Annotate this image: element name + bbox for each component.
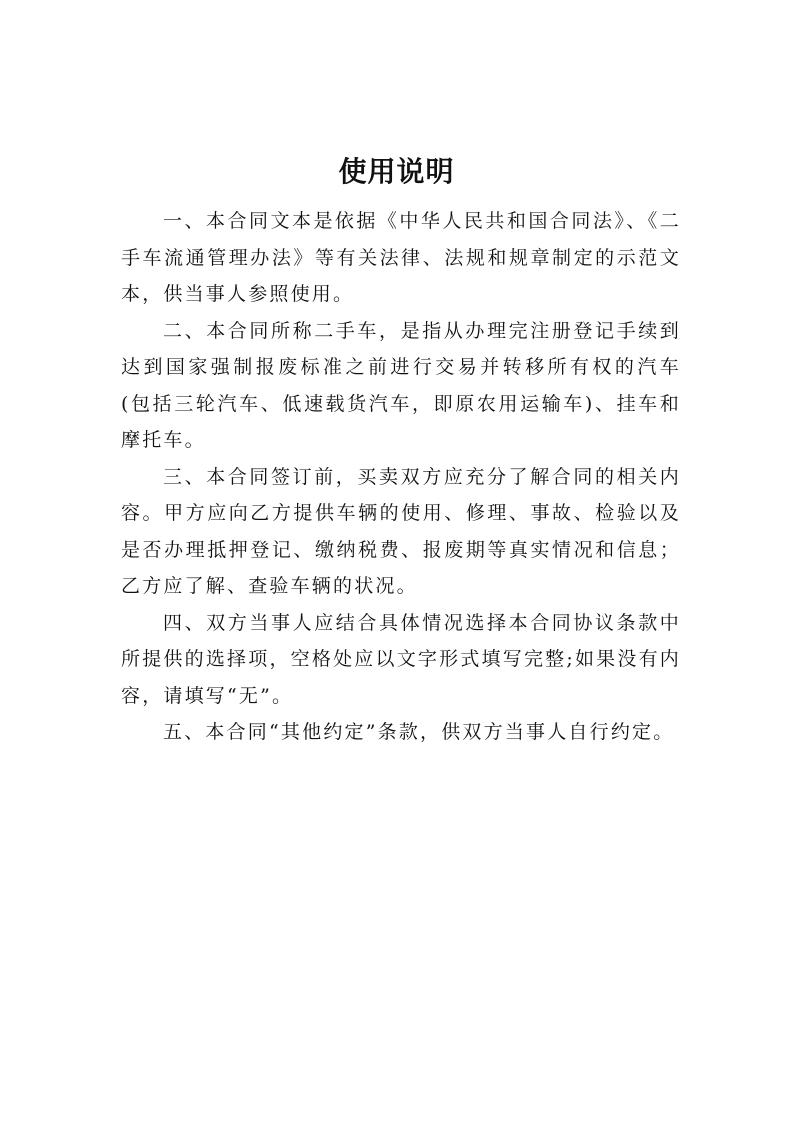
- paragraph-1: 一、本合同文本是依据《中华人民共和国合同法》、《二手车流通管理办法》等有关法律、法规和规章制定的示范文本，供当事人参照使用。: [121, 210, 681, 305]
- document-title: 使用说明: [338, 155, 455, 188]
- paragraph-5: 五、本合同“其他约定”条款，供双方当事人自行约定。: [163, 721, 675, 743]
- paragraph-2: 二、本合同所称二手车，是指从办理完注册登记手续到达到国家强制报废标准之前进行交易并转移所有权的汽车(包括三轮汽车、低速载货汽车，即原农用运输车)、挂车和摩托车。: [121, 319, 681, 451]
- document-body: [121, 203, 681, 751]
- paragraph-3: 三、本合同签订前，买卖双方应充分了解合同的相关内容。甲方应向乙方提供车辆的使用、修理、事故、检验以及是否办理抵押登记、缴纳税费、报废期等真实情况和信息；乙方应了解、查验车辆的状况。: [121, 465, 681, 597]
- paragraph-4: 四、双方当事人应结合具体情况选择本合同协议条款中所提供的选择项，空格处应以文字形式填写完整;如果没有内容，请填写“无”。: [121, 611, 681, 707]
